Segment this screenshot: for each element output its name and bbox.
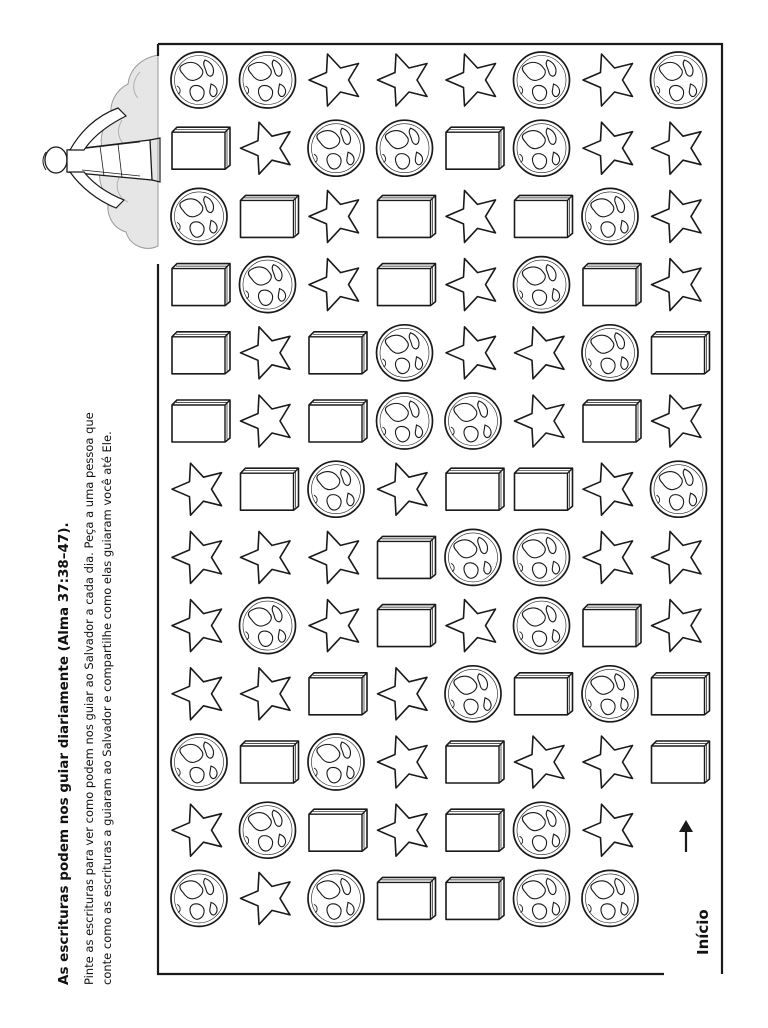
- globe-icon[interactable]: [445, 529, 501, 585]
- book-icon[interactable]: [515, 673, 573, 715]
- star-icon[interactable]: [378, 463, 428, 515]
- star-icon[interactable]: [241, 872, 291, 924]
- book-icon[interactable]: [652, 741, 710, 783]
- book-icon[interactable]: [446, 127, 504, 169]
- globe-icon[interactable]: [582, 188, 638, 244]
- globe-icon[interactable]: [240, 257, 296, 313]
- book-icon[interactable]: [583, 605, 641, 647]
- star-icon[interactable]: [446, 190, 496, 242]
- star-icon[interactable]: [172, 531, 222, 583]
- book-icon[interactable]: [583, 400, 641, 442]
- instruction-line-2: conte como as escrituras a guiaram ao Salvador e compartilhe como elas guiaram você até Ele.: [100, 431, 114, 985]
- globe-icon[interactable]: [308, 734, 364, 790]
- globe-icon[interactable]: [582, 666, 638, 722]
- globe-icon[interactable]: [445, 666, 501, 722]
- star-icon[interactable]: [241, 327, 291, 379]
- maze-grid: [171, 52, 710, 926]
- star-icon[interactable]: [378, 668, 428, 720]
- page-title: As escrituras podem nos guiar diariamente (Alma 37:38–47).: [56, 522, 72, 985]
- globe-icon[interactable]: [171, 188, 227, 244]
- book-icon[interactable]: [515, 468, 573, 510]
- star-icon[interactable]: [652, 395, 702, 447]
- globe-icon[interactable]: [377, 325, 433, 381]
- star-icon[interactable]: [309, 531, 359, 583]
- star-icon[interactable]: [172, 463, 222, 515]
- star-icon[interactable]: [309, 259, 359, 311]
- book-icon[interactable]: [446, 468, 504, 510]
- book-icon[interactable]: [446, 809, 504, 851]
- book-icon[interactable]: [241, 741, 299, 783]
- star-icon[interactable]: [583, 804, 633, 856]
- globe-icon[interactable]: [582, 325, 638, 381]
- globe-icon[interactable]: [514, 52, 570, 108]
- globe-icon[interactable]: [445, 393, 501, 449]
- book-icon[interactable]: [172, 127, 230, 169]
- globe-icon[interactable]: [240, 802, 296, 858]
- star-icon[interactable]: [515, 736, 565, 788]
- star-icon[interactable]: [583, 736, 633, 788]
- star-icon[interactable]: [378, 54, 428, 106]
- star-icon[interactable]: [309, 190, 359, 242]
- star-icon[interactable]: [446, 327, 496, 379]
- star-icon[interactable]: [515, 327, 565, 379]
- star-icon[interactable]: [652, 531, 702, 583]
- book-icon[interactable]: [309, 332, 367, 374]
- star-icon[interactable]: [241, 122, 291, 174]
- star-icon[interactable]: [378, 804, 428, 856]
- book-icon[interactable]: [652, 673, 710, 715]
- book-icon[interactable]: [378, 605, 436, 647]
- star-icon[interactable]: [583, 54, 633, 106]
- book-icon[interactable]: [241, 468, 299, 510]
- start-arrow-icon: [679, 820, 693, 852]
- book-icon[interactable]: [172, 332, 230, 374]
- book-icon[interactable]: [446, 741, 504, 783]
- star-icon[interactable]: [446, 54, 496, 106]
- book-icon[interactable]: [378, 195, 436, 237]
- book-icon[interactable]: [172, 264, 230, 306]
- star-icon[interactable]: [652, 190, 702, 242]
- start-label: Início: [694, 909, 712, 955]
- book-icon[interactable]: [515, 195, 573, 237]
- globe-icon[interactable]: [514, 598, 570, 654]
- star-icon[interactable]: [172, 600, 222, 652]
- star-icon[interactable]: [172, 668, 222, 720]
- star-icon[interactable]: [652, 122, 702, 174]
- book-icon[interactable]: [652, 332, 710, 374]
- book-icon[interactable]: [446, 877, 504, 919]
- book-icon[interactable]: [583, 264, 641, 306]
- instruction-line-1: Pinte as escrituras para ver como podem nos guiar ao Salvador a cada dia. Peça a uma pessoa que: [82, 412, 96, 985]
- globe-icon[interactable]: [651, 52, 707, 108]
- globe-icon[interactable]: [514, 870, 570, 926]
- star-icon[interactable]: [309, 54, 359, 106]
- book-icon[interactable]: [378, 877, 436, 919]
- globe-icon[interactable]: [171, 734, 227, 790]
- globe-icon[interactable]: [377, 393, 433, 449]
- star-icon[interactable]: [309, 600, 359, 652]
- star-icon[interactable]: [652, 259, 702, 311]
- star-icon[interactable]: [583, 122, 633, 174]
- globe-icon[interactable]: [308, 870, 364, 926]
- star-icon[interactable]: [172, 804, 222, 856]
- star-icon[interactable]: [241, 668, 291, 720]
- star-icon[interactable]: [446, 600, 496, 652]
- globe-icon[interactable]: [514, 257, 570, 313]
- star-icon[interactable]: [515, 395, 565, 447]
- globe-icon[interactable]: [582, 870, 638, 926]
- globe-icon[interactable]: [171, 52, 227, 108]
- star-icon[interactable]: [583, 531, 633, 583]
- book-icon[interactable]: [378, 536, 436, 578]
- book-icon[interactable]: [309, 400, 367, 442]
- star-icon[interactable]: [446, 259, 496, 311]
- book-icon[interactable]: [241, 195, 299, 237]
- globe-icon[interactable]: [308, 120, 364, 176]
- star-icon[interactable]: [583, 463, 633, 515]
- book-icon[interactable]: [309, 809, 367, 851]
- book-icon[interactable]: [309, 673, 367, 715]
- globe-icon[interactable]: [240, 598, 296, 654]
- book-icon[interactable]: [378, 264, 436, 306]
- star-icon[interactable]: [378, 736, 428, 788]
- globe-icon[interactable]: [514, 120, 570, 176]
- globe-icon[interactable]: [514, 802, 570, 858]
- globe-icon[interactable]: [240, 52, 296, 108]
- globe-icon[interactable]: [377, 120, 433, 176]
- star-icon[interactable]: [241, 395, 291, 447]
- globe-icon[interactable]: [308, 461, 364, 517]
- star-icon[interactable]: [241, 531, 291, 583]
- globe-icon[interactable]: [171, 870, 227, 926]
- globe-icon[interactable]: [514, 529, 570, 585]
- star-icon[interactable]: [652, 600, 702, 652]
- book-icon[interactable]: [172, 400, 230, 442]
- globe-icon[interactable]: [651, 461, 707, 517]
